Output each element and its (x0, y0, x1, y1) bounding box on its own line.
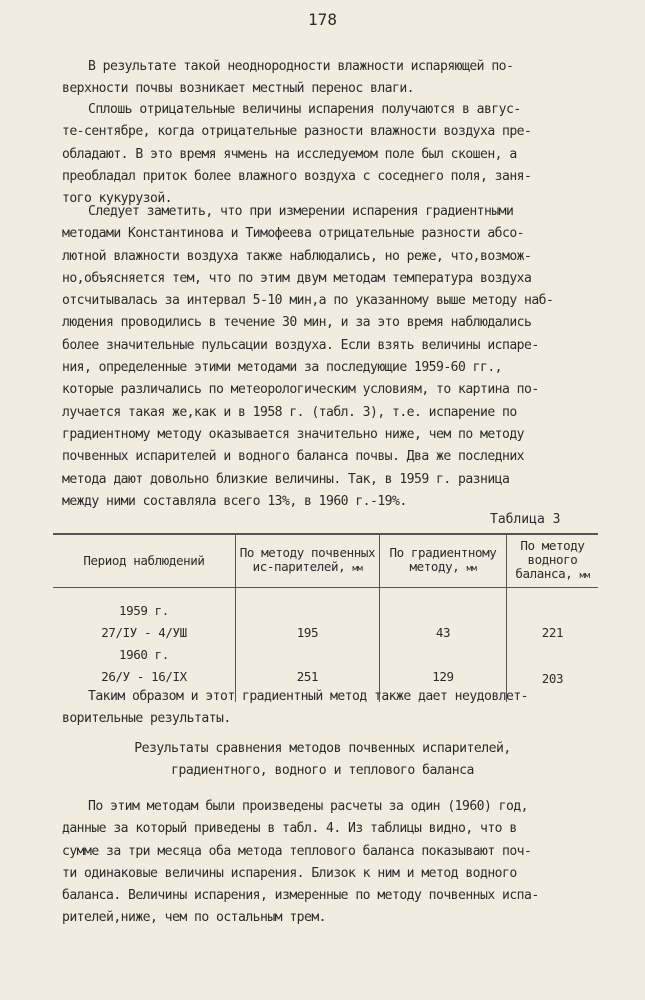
table-header-row (53, 534, 598, 588)
cell-soil: 195 (236, 588, 380, 645)
text-line: между ними составляла всего 13%, в 1960 г.-19%. (62, 493, 407, 509)
header-period: Период наблюдений (53, 534, 236, 588)
text-line: людения проводились в течение 30 мин, и за это время наблюдались (62, 315, 532, 331)
table-caption: Таблица 3 (490, 512, 561, 527)
section-heading: Результаты сравнения методов почвенных испарителей, градиентного, водного и теплового баланса (134, 741, 511, 778)
cell-gradient: 43 (380, 588, 507, 645)
cell-water: 221 (507, 588, 599, 645)
evaporation-table (53, 533, 598, 702)
text-line: ния, определенные этими методами за последующие 1959-60 гг., (62, 360, 502, 376)
text-line: обладают. В это время ячмень на исследуемом поле был скошен, а (62, 146, 517, 162)
text-line: того кукурузой. (62, 191, 172, 207)
text-line: более значительные пульсации воздуха. Если взять величины испаре- (62, 337, 539, 353)
text-line: По этим методам были произведены расчеты за один (1960) год, (88, 799, 528, 814)
cell-water: 203 (507, 644, 599, 702)
paragraph-gradient-methods (62, 201, 577, 513)
header-soil-evaporators: По методу почвенных ис-парителей, мм (236, 534, 380, 588)
text-line: лучается такая же,как и в 1958 г. (табл. 3), т.е. испарение по (62, 404, 517, 420)
text-line: верхности почвы возникает местный перенос влаги. (62, 81, 414, 97)
text-line: данные за который приведены в табл. 4. Из таблицы видно, что в (62, 821, 517, 837)
header-gradient-method: По градиентному методу, мм (380, 534, 507, 588)
paragraph-negative-evaporation (62, 99, 577, 210)
text-line: сумме за три месяца оба метода теплового баланса показывают поч- (62, 843, 532, 859)
text-line: Сплошь отрицательные величины испарения получаются в авгус- (88, 102, 521, 117)
text-line: отсчитывалась за интервал 5-10 мин,а по указанному выше методу наб- (62, 293, 554, 309)
text-line: ти одинаковые величины испарения. Близок к ним и метод водного (62, 865, 517, 881)
text-line: те-сентябре, когда отрицательные разности влажности воздуха пре- (62, 124, 532, 140)
page-number: 178 (308, 10, 337, 29)
header-water-balance: По методу водного баланса, мм (507, 534, 599, 588)
paragraph-comparison (62, 796, 577, 930)
text-line: баланса. Величины испарения, измеренные по методу почвенных испа- (62, 888, 539, 904)
text-line: Следует заметить, что при измерении испарения градиентными (88, 204, 514, 219)
paragraph-conclusion (62, 686, 577, 731)
cell-period: 1960 г. 26/У - 16/IX (101, 647, 187, 684)
text-line: В результате такой неоднородности влажности испаряющей по- (88, 59, 514, 74)
text-line: которые различались по метеорологическим условиям, то картина по- (62, 382, 539, 398)
text-line: Таким образом и этот градиентный метод также дает неудовлет- (88, 689, 528, 704)
text-line: преобладал приток более влажного воздуха с соседнего поля, заня- (62, 168, 532, 184)
cell-soil: 251 (236, 644, 380, 702)
text-line: почвенных испарителей и водного баланса почвы. Два же последних (62, 449, 524, 465)
paragraph-intro (62, 56, 577, 101)
text-line: лютной влажности воздуха также наблюдались, но реже, что,возмож- (62, 248, 532, 264)
cell-gradient: 129 (380, 644, 507, 702)
text-line: рителей,ниже, чем по остальным трем. (62, 910, 326, 926)
text-line: но,объясняется тем, что по этим двум методам температура воздуха (62, 270, 532, 286)
cell-period: 1959 г. 27/IУ - 4/УШ (101, 603, 187, 640)
table-row (53, 588, 598, 645)
text-line: методами Константинова и Тимофеева отрицательные разности абсо- (62, 226, 524, 242)
text-line: ворительные результаты. (62, 711, 231, 727)
text-line: метода дают довольно близкие величины. Так, в 1959 г. разница (62, 471, 510, 487)
text-line: градиентному методу оказывается значительно ниже, чем по методу (62, 426, 524, 442)
